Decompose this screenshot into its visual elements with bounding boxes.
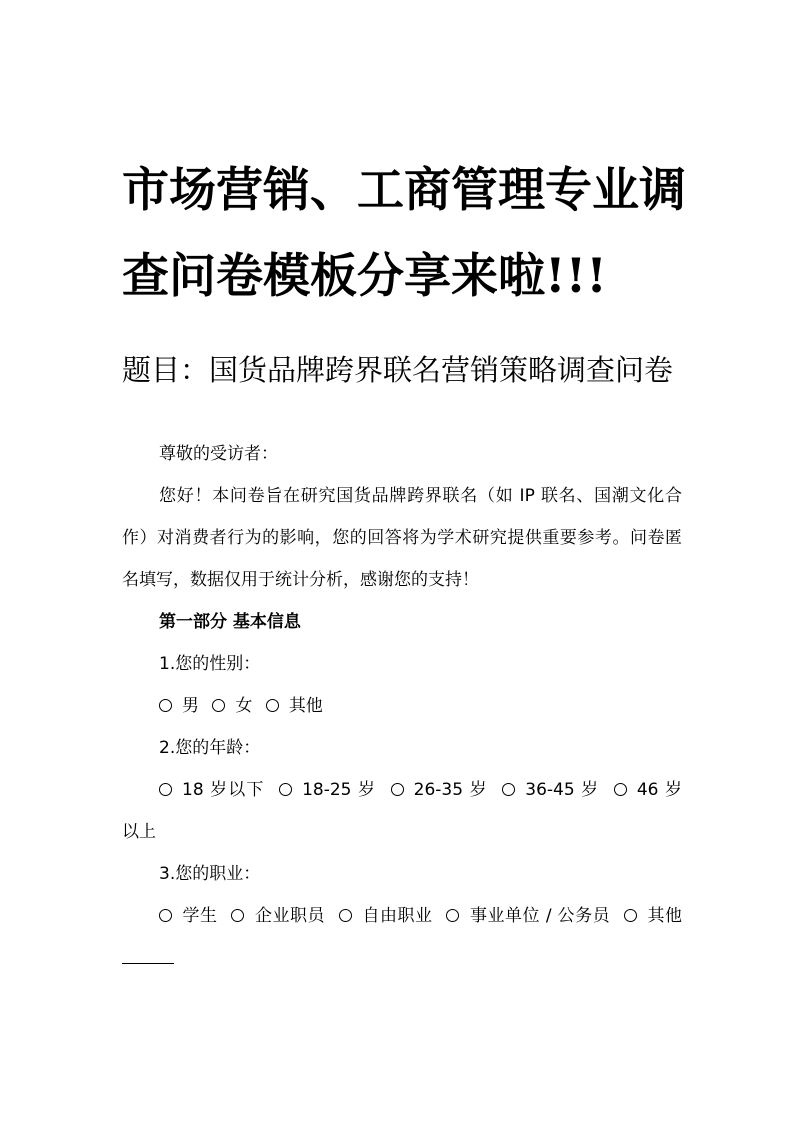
option-label: 女 — [235, 696, 253, 716]
option-label: 46 岁以上 — [122, 780, 683, 842]
questionnaire-subtitle: 题目：国货品牌跨界联名营销策略调查问卷 — [122, 353, 674, 387]
title-line-2: 查问卷模板分享来啦!!! — [122, 249, 607, 304]
option-label: 18 岁以下 — [182, 780, 265, 800]
radio-circle-icon[interactable] — [624, 909, 637, 922]
radio-option[interactable] — [159, 906, 218, 926]
radio-option[interactable] — [159, 696, 199, 716]
questionnaire-body — [122, 433, 682, 979]
radio-circle-icon[interactable] — [614, 783, 627, 796]
option-label: 自由职业 — [361, 906, 433, 926]
question-occupation-label: 3.您的职业： — [159, 864, 261, 884]
radio-circle-icon[interactable] — [446, 909, 459, 922]
intro-paragraph: 您好！本问卷旨在研究国货品牌跨界联名（如 IP 联名、国潮文化合作）对消费者行为的影响，您的回答将为学术研究提供重要参考。问卷匿名填写，数据仅用于统计分析，感谢您的支持！ — [122, 486, 682, 590]
radio-option[interactable] — [266, 696, 323, 716]
document-title — [122, 148, 692, 320]
radio-circle-icon[interactable] — [339, 909, 352, 922]
question-age-label: 2.您的年龄： — [159, 738, 261, 758]
option-label: 企业职员 — [254, 906, 326, 926]
radio-circle-icon[interactable] — [502, 783, 515, 796]
radio-option[interactable] — [502, 780, 599, 800]
radio-circle-icon[interactable] — [391, 783, 404, 796]
section-heading-basic-info: 第一部分 基本信息 — [159, 612, 301, 632]
option-label: 26-35 岁 — [413, 780, 488, 800]
option-label: 18-25 岁 — [302, 780, 377, 800]
question-gender-label: 1.您的性别： — [159, 654, 261, 674]
radio-circle-icon[interactable] — [212, 699, 225, 712]
radio-option[interactable] — [339, 906, 433, 926]
question-age-options — [122, 769, 682, 853]
radio-option[interactable] — [446, 906, 610, 926]
question-occupation-options — [122, 895, 682, 979]
radio-option[interactable] — [159, 780, 265, 800]
option-label: 其他 — [288, 696, 323, 716]
radio-circle-icon[interactable] — [231, 909, 244, 922]
radio-circle-icon[interactable] — [159, 909, 172, 922]
option-label: 事业单位 / 公务员 — [469, 906, 611, 926]
radio-circle-icon[interactable] — [266, 699, 279, 712]
option-label: 其他 — [647, 906, 683, 926]
question-gender-options — [122, 685, 682, 727]
title-line-1: 市场营销、工商管理专业调 — [122, 163, 686, 218]
option-label: 男 — [182, 696, 199, 716]
option-label: 学生 — [182, 906, 218, 926]
radio-option[interactable] — [391, 780, 488, 800]
radio-option[interactable] — [279, 780, 376, 800]
greeting: 尊敬的受访者： — [159, 444, 278, 464]
radio-circle-icon[interactable] — [159, 783, 172, 796]
radio-option[interactable] — [212, 696, 252, 716]
radio-option[interactable] — [231, 906, 325, 926]
option-label: 36-45 岁 — [525, 780, 600, 800]
radio-circle-icon[interactable] — [279, 783, 292, 796]
other-fill-blank[interactable] — [122, 949, 174, 964]
radio-circle-icon[interactable] — [159, 699, 172, 712]
